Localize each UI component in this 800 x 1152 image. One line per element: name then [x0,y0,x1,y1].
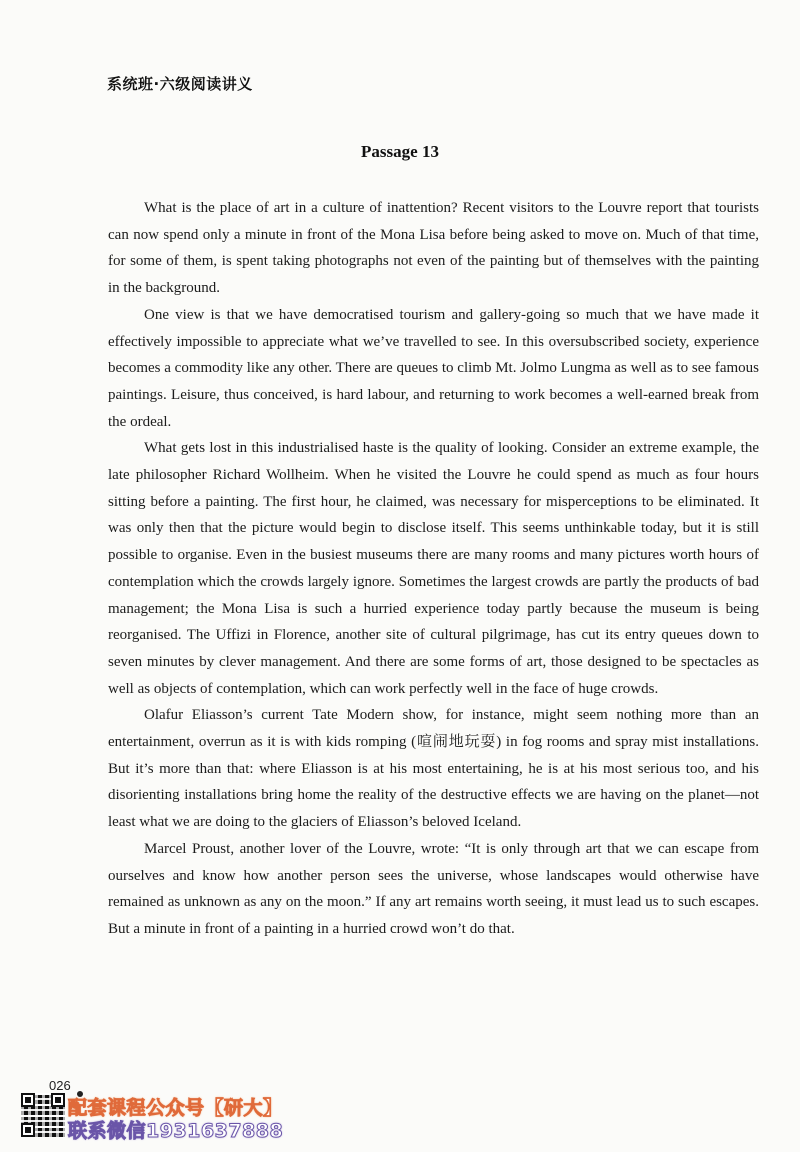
paragraph-3: What gets lost in this industrialised haste is the quality of looking. Consider an extreme example, the late philosopher Richard Wollheim. When he visited the Louvre he could spend as much as four hours sitting before a painting. The first hour, he claimed, was necessary for misperceptions to be eliminated. It was only then that the picture would begin to disclose itself. This seems unthinkable today, but it is still possible to organise. Even in the busiest museums there are many rooms and many pictures worth hours of contemplation which the crowds largely ignore. Sometimes the largest crowds are partly the products of bad management; the Mona Lisa is such a hurried experience today partly because the museum is being reorganised. The Uffizi in Florence, another site of cultural pilgrimage, has cut its entry queues down to seven minutes by clever management. And there are some forms of art, those designed to be spectacles as well as objects of contemplation, which can work perfectly well in the face of huge crowds. [108,440,759,697]
paragraph-4: Olafur Eliasson’s current Tate Modern show, for instance, might seem nothing more than an entertainment, overrun as it is with kids romping (喧闹地玩耍) in fog rooms and spray mist installations. But it’s more than that: where Eliasson is at his most entertaining, he is at his most serious too, and his disorienting installations bring home the reality of the destructive effects we are having on the planet—not least what we are doing to the glaciers of Eliasson’s beloved Iceland. [108,707,759,831]
running-header: 系统班·六级阅读讲义 [107,75,253,93]
watermark-line-2: 联系微信1931637888 [68,1120,284,1142]
paragraph-1: What is the place of art in a culture of inattention? Recent visitors to the Louvre report that tourists can now spend only a minute in front of the Mona Lisa before being asked to move on. Much of that time, for some of them, is spent taking photographs not even of the painting but of themselves with the painting in the background. [108,200,759,297]
qr-code [21,1093,65,1137]
qr-finder-top-left [21,1093,35,1107]
passage-title: Passage 13 [361,142,439,161]
qr-finder-top-right [51,1093,65,1107]
paragraph-2: One view is that we have democratised tourism and gallery-going so much that we have made it effectively impossible to appreciate what we’ve travelled to see. In this oversubscribed society, experience becomes a commodity like any other. There are queues to climb Mt. Jolmo Lungma as well as to see famous paintings. Leisure, thus conceived, is hard labour, and returning to work becomes a well-earned break from the ordeal. [108,306,759,430]
passage-body [108,195,759,943]
paragraph-5: Marcel Proust, another lover of the Louvre, wrote: “It is only through art that we can escape from ourselves and know how another person sees the universe, whose landscapes would otherwise have remained as unknown as any on the moon.” If any art remains worth seeing, it must lead us to such escapes. But a minute in front of a painting in a hurried crowd won’t do that. [108,840,759,937]
qr-finder-bottom-left [21,1123,35,1137]
watermark-line-1: 配套课程公众号【研大】 [68,1097,283,1119]
page-number: 026 [49,1078,71,1093]
